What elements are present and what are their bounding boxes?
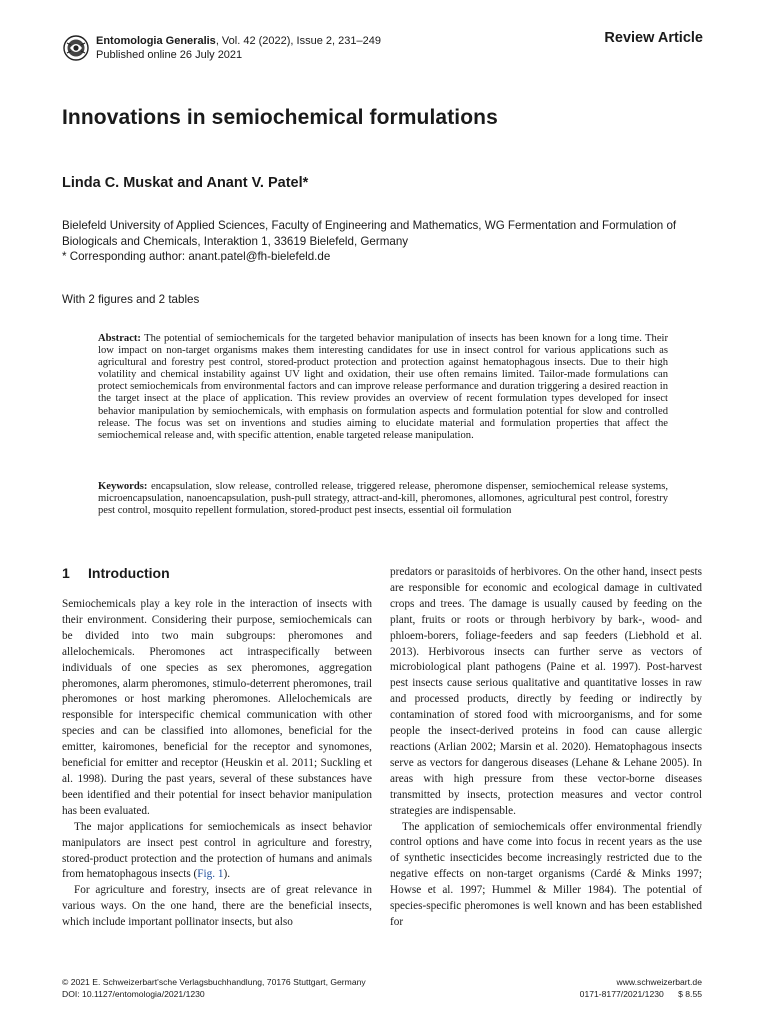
affiliation [62, 218, 692, 265]
journal-citation [96, 34, 381, 62]
publisher-website[interactable]: www.schweizerbart.de [616, 977, 702, 987]
authors: Linda C. Muskat and Anant V. Patel* [62, 175, 309, 191]
journal-name: Entomologia Generalis [96, 35, 216, 47]
article-title: Innovations in semiochemical formulations [62, 106, 498, 129]
copyright: © 2021 E. Schweizerbart'sche Verlagsbuchhandlung, 70176 Stuttgart, Germany [62, 977, 366, 987]
footer-left [62, 976, 366, 1000]
body-paragraph: For agriculture and forestry, insects are of great relevance in various ways. On the one hand, there are the beneficial insects, which include important pollinator insects, but also [62, 884, 372, 929]
body-paragraph: Semiochemicals play a key role in the interaction of insects with their environment. Considering their purpose, semiochemicals can be divided into two main subgroups: pheromones and allelochemicals. Pheromones act intraspecifically between individuals of one species as sex pheromones, aggregation pheromones, alarm pheromones, stimulo-deterrent pheromones, trail pheromones or host marking pheromones. Allelochemicals are responsible for interspecific chemical communication with other species and can be classified into allomones, beneficial for the emitter, kairomones, beneficial for the receptor and synomones, beneficial for emitter and receptor (Heuskin et al. 2011; Suckling et al. 1998). During the past years, several of these substances have been identified and their potential for insect behavior manipulation has been evaluated. [62, 598, 372, 817]
keywords-text: encapsulation, slow release, controlled release, triggered release, pheromone dispenser, semiochemical release systems, microencapsulation, nanoencapsulation, push-pull strategy, attract-and-kill, pheromones, allomones, agricultural pest control, forestry pest control, mosquito repellent formulation, stored-product pest insects, essential oil formulation [98, 481, 668, 517]
published-date: Published online 26 July 2021 [96, 49, 243, 61]
doi: DOI: 10.1127/entomologia/2021/1230 [62, 989, 205, 999]
figure-1-link[interactable]: Fig. 1 [197, 868, 224, 881]
body-paragraph [62, 820, 372, 884]
journal-volume: , Vol. 42 (2022), Issue 2, 231–249 [215, 35, 381, 47]
paragraph-text: ). [223, 868, 231, 881]
publisher-logo-icon [63, 35, 89, 61]
body-paragraph: The application of semiochemicals offer environmental friendly control options and have come into focus in recent years as the use of synthetic insecticides become increasingly restricted due to the negative effects on non-target organisms (Cardé & Minks 1997; Howse et al. 1997; Hummel & Miller 1984). The potential of species-specific pheromones is well known and has been established for [390, 820, 702, 928]
body-paragraph: predators or parasitoids of herbivores. On the other hand, insect pests are responsible for economic and ecological damage in cultivated crops and trees. The damage is usually caused by feeding on the plant, fruits or roots or through herbivory by bark-, wood- and phloem-borers, foliage-feeders and sap feeders (Liebhold et al. 2013). Herbivorous insects can further serve as vectors of microbiological plant pathogens (Paine et al. 1997). Post-harvest pest insects cause serious qualitative and quantitative losses in raw and processed products, directly by feeding or indirectly by contamination of stored food with microorganisms, and for some people the insect-derived proteins in food can cause allergic reactions (Arlian 2002; Marsin et al. 2020). Hematophagous insects serve as vectors for dangerous diseases (Lehane & Lehane 2005). In areas with high pressure from these vector-borne diseases transmitted by insects, protection measures and vector control strategies are indispensable. [390, 566, 702, 817]
affiliation-line-2: Biologicals and Chemicals, Interaktion 1, 33619 Bielefeld, Germany [62, 234, 409, 248]
abstract-text: The potential of semiochemicals for the targeted behavior manipulation of insects has been known for a long time. Their low impact on non-target organisms makes them interesting candidates for use in insect control for various applications such as agricultural and forestry pest control, stored-product protection and protection against hematophagous insects. Due to their high volatility and chemical instability against UV light and oxidation, their use often remains limited. Tailor-made formulations can protect semiochemicals from environmental factors and can improve release performance and duration triggering a desired reaction in the target insect at the place of application. This review provides an overview of recent formulation types developed for insect behavior manipulation by semiochemicals, with emphasis on formulation aspects and formulation potential for slow and controlled release. The focus was set on inventions and studies aiming to elucidate material and formulation properties that affect the semiochemical release and, with specific attention, enable targeted release manipulation. [98, 333, 668, 441]
article-type: Review Article [604, 30, 703, 46]
section-title: Introduction [88, 565, 170, 581]
corresponding-author: * Corresponding author: anant.patel@fh-bielefeld.de [62, 250, 331, 264]
abstract [98, 333, 668, 442]
section-number: 1 [62, 565, 70, 581]
paragraph-text: The major applications for semiochemicals as insect behavior manipulators are insect pest control in agriculture and forestry, stored-product protection and the protection of humans and animals from hematophagous insects ( [62, 820, 372, 881]
page-footer [62, 976, 702, 1006]
section-heading [62, 565, 170, 581]
figures-tables-note: With 2 figures and 2 tables [62, 293, 200, 306]
affiliation-line-1: Bielefeld University of Applied Sciences, Faculty of Engineering and Mathematics, WG Fermentation and Formulation of [62, 219, 677, 232]
keywords-label: Keywords: [98, 481, 148, 492]
abstract-label: Abstract: [98, 333, 141, 344]
footer-right [580, 976, 702, 1000]
page-header [63, 32, 705, 64]
journal-issue-line [96, 34, 381, 48]
body-column-left [62, 597, 372, 931]
keywords [98, 481, 668, 517]
body-column-right [390, 565, 702, 931]
issn-price: 0171-8177/2021/1230 $ 8.55 [579, 989, 702, 999]
